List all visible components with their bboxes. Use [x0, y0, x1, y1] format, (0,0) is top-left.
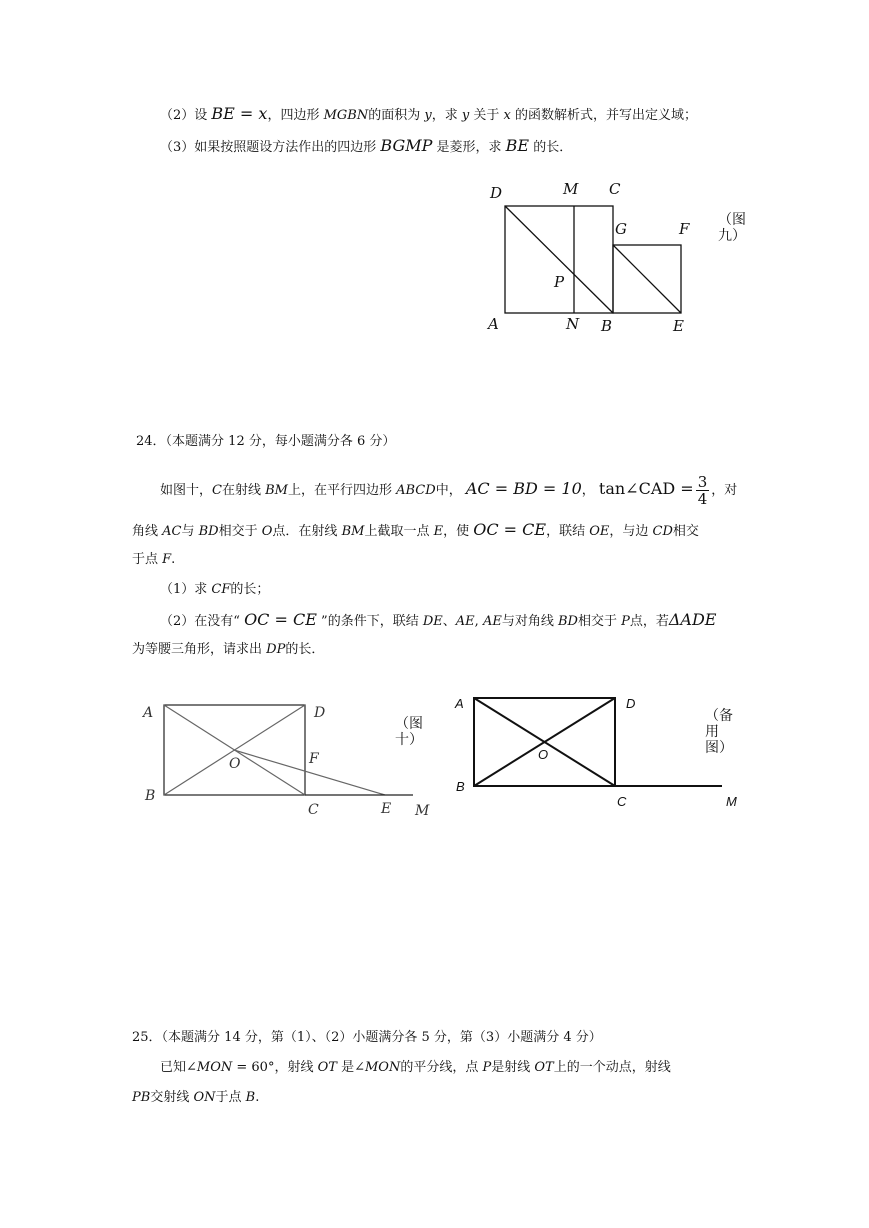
- q25-body-line2: [132, 1088, 259, 1108]
- label-N: N: [566, 315, 580, 333]
- math-var: B: [245, 1090, 256, 1105]
- math-var: P: [621, 614, 630, 629]
- fraction-denominator: 4: [697, 490, 708, 508]
- q24-part2: [160, 610, 716, 632]
- math-var: AE: [482, 614, 502, 629]
- label-O: O: [538, 747, 549, 762]
- q23-part2: [160, 104, 697, 126]
- fraction-numerator: 3: [697, 473, 708, 491]
- math-var: OE: [589, 524, 610, 539]
- math-var: OT: [534, 1060, 554, 1075]
- math-var: P: [482, 1060, 492, 1075]
- figure-9-caption: （图九）: [718, 212, 746, 244]
- text: 角线: [132, 524, 163, 539]
- math-var: MGBN: [323, 108, 369, 123]
- math-expr: BE: [505, 136, 530, 155]
- label-F: F: [309, 751, 319, 767]
- math-expr: OC = CE: [473, 520, 547, 539]
- label-B: B: [145, 788, 156, 804]
- diagonal-db: [505, 206, 613, 313]
- label-O: O: [229, 756, 241, 772]
- text: 于点: [132, 552, 163, 567]
- label-A: A: [143, 705, 154, 721]
- text: （2）设: [160, 108, 212, 123]
- text: 是∠: [336, 1060, 365, 1075]
- text: 上，在平行四边形: [287, 483, 397, 498]
- math-var: BM: [265, 483, 288, 498]
- q24-body-line1: [160, 474, 737, 507]
- math-expr: BGMP: [380, 136, 433, 155]
- figure-10-caption: （图十）: [395, 716, 423, 748]
- label-E: E: [673, 317, 684, 335]
- text: 上截取一点: [364, 524, 434, 539]
- text: 相交: [672, 524, 699, 539]
- math-var: MON: [196, 1060, 233, 1075]
- math-var: x: [503, 108, 511, 123]
- q24-header: 24．（本题满分 12 分，每小题满分各 6 分）: [136, 434, 396, 449]
- math-var: BD: [557, 614, 578, 629]
- label-G: G: [615, 220, 627, 238]
- math-var: AE: [455, 614, 475, 629]
- text: 的长．: [285, 642, 325, 657]
- math-expr: AC = BD = 10: [465, 479, 582, 498]
- text: 上的一个动点，射线: [553, 1060, 671, 1075]
- label-D: D: [314, 705, 326, 721]
- q24-body-line3: [132, 550, 175, 570]
- text: 是菱形，求: [432, 140, 506, 155]
- fraction-3-4: [696, 474, 710, 507]
- math-var: AC: [162, 524, 182, 539]
- text: 的长；: [230, 582, 270, 597]
- q24-body-line2: [132, 520, 699, 542]
- text: （3）如果按照题设方法作出的四边形: [160, 140, 381, 155]
- text: 与对角线: [501, 614, 558, 629]
- text: 是射线: [491, 1060, 535, 1075]
- label-B: B: [456, 779, 465, 794]
- math-var: BD: [198, 524, 219, 539]
- text: （1）求: [160, 582, 212, 597]
- text: 点，若: [629, 614, 669, 629]
- math-var: ABCD: [396, 483, 436, 498]
- text: 与: [181, 524, 199, 539]
- label-C: C: [308, 802, 319, 818]
- label-A: A: [488, 315, 499, 333]
- label-D: D: [490, 184, 503, 202]
- text: 的长．: [529, 140, 573, 155]
- text: ，四边形: [267, 108, 324, 123]
- math-var: DP: [266, 642, 286, 657]
- math-var: y: [424, 108, 432, 123]
- text: 在射线: [221, 483, 266, 498]
- label-M: M: [415, 803, 430, 819]
- math-var: C: [212, 483, 222, 498]
- text: ，对: [711, 483, 738, 498]
- label-A: A: [455, 696, 464, 711]
- text: 点．在射线: [272, 524, 342, 539]
- math-expr: BE = x: [211, 104, 268, 123]
- text: 中，: [435, 483, 462, 498]
- text: ，使: [443, 524, 474, 539]
- text: ，: [581, 483, 595, 498]
- text: ，联结: [546, 524, 590, 539]
- math-var: CD: [652, 524, 673, 539]
- label-B: B: [601, 317, 613, 335]
- label-C: C: [617, 794, 627, 809]
- q25-header: 25．（本题满分 14 分，第（1）、（2）小题满分各 5 分，第（3）小题满分 4 分）: [132, 1030, 602, 1045]
- text: ，与边: [609, 524, 653, 539]
- label-P: P: [554, 273, 565, 291]
- text: ”的条件下，联结: [316, 614, 423, 629]
- figure-10: [135, 690, 435, 825]
- text: 的函数解析式，并写出定义域；: [510, 108, 697, 123]
- text: 的面积为: [368, 108, 425, 123]
- math-var: O: [261, 524, 273, 539]
- label-M: M: [563, 180, 579, 198]
- math-expr: ΔADE: [668, 610, 717, 629]
- text: 相交于: [218, 524, 262, 539]
- label-M: M: [726, 794, 737, 809]
- figure-backup-caption: （备用图）: [705, 708, 733, 756]
- text: ,: [474, 614, 483, 629]
- label-D: D: [626, 696, 636, 711]
- math-var: PB: [132, 1090, 151, 1105]
- math-var: OT: [317, 1060, 337, 1075]
- text: = 60°，射线: [232, 1060, 318, 1075]
- diagonal-ge: [613, 245, 681, 313]
- text: 、: [442, 614, 456, 629]
- math-var: ON: [193, 1090, 216, 1105]
- figure-9: [470, 170, 760, 345]
- q25-body-line1: [160, 1058, 671, 1078]
- math-var: y: [461, 108, 470, 123]
- q24-part2-cont: [132, 640, 324, 660]
- text: .: [255, 1090, 260, 1105]
- text: .: [171, 552, 176, 567]
- label-E: E: [381, 801, 392, 817]
- text: 交射线: [150, 1090, 194, 1105]
- q23-part3: [160, 136, 572, 158]
- math-expr: OC = CE: [244, 610, 317, 629]
- math-var: BM: [341, 524, 365, 539]
- text: 如图十，: [160, 483, 213, 498]
- q24-part1: [160, 580, 269, 600]
- text: 已知∠: [160, 1060, 197, 1075]
- text: 关于: [469, 108, 504, 123]
- text: 为等腰三角形，请求出: [132, 642, 267, 657]
- math-var: E: [433, 524, 444, 539]
- math-expr: tan∠CAD =: [598, 479, 694, 498]
- math-var: DE: [422, 614, 443, 629]
- text: 的平分线，点: [400, 1060, 483, 1075]
- label-C: C: [609, 180, 621, 198]
- label-F: F: [679, 220, 690, 238]
- text: 于点: [215, 1090, 246, 1105]
- math-var: F: [162, 552, 172, 567]
- text: 相交于: [577, 614, 622, 629]
- math-var: CF: [211, 582, 231, 597]
- text: ，求: [431, 108, 462, 123]
- text: （2）在没有“: [160, 614, 245, 629]
- math-var: MON: [364, 1060, 401, 1075]
